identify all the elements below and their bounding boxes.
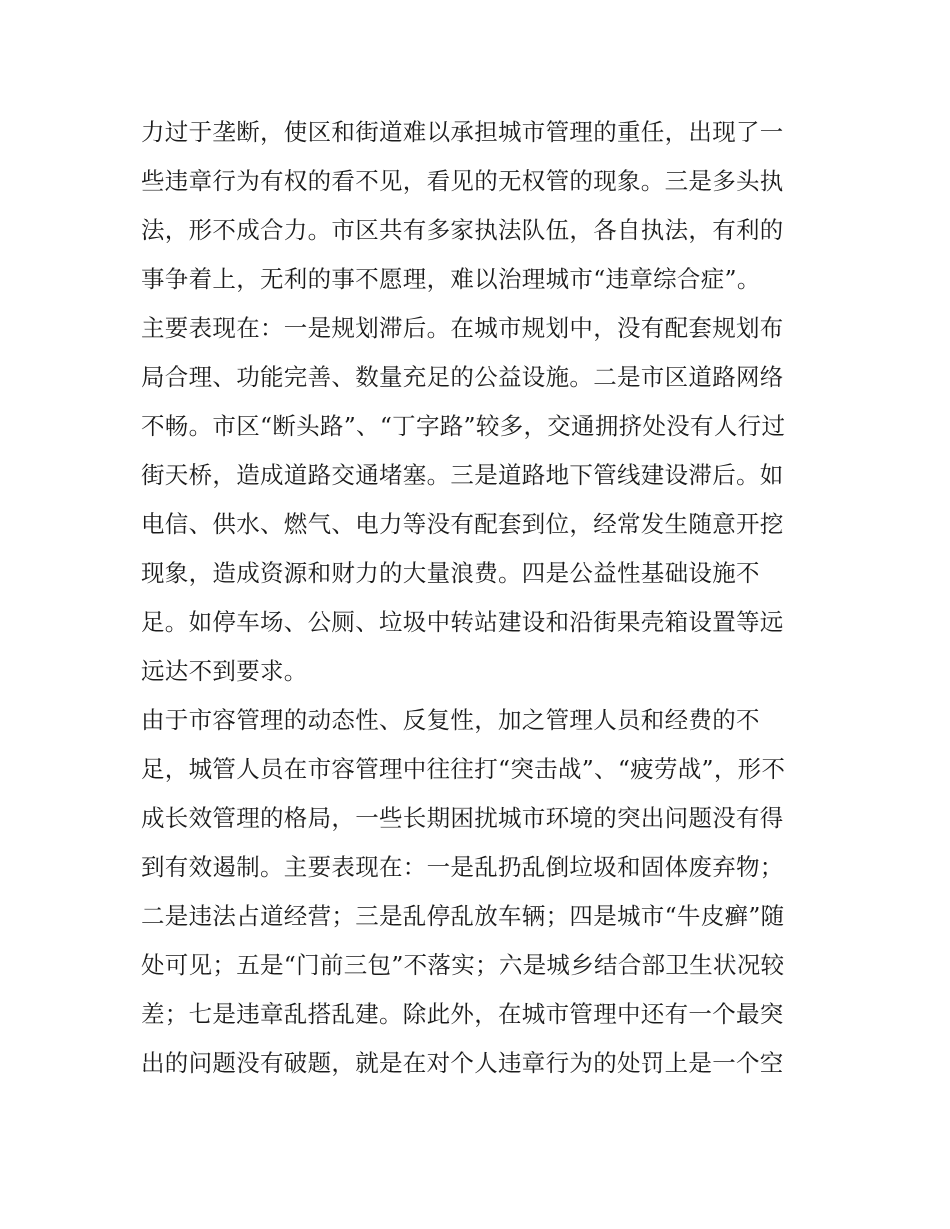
document-body — [141, 108, 821, 1088]
text-line-10: 现象，造成资源和财力的大量浪费。四是公益性基础设施不 — [141, 559, 760, 587]
text-line-14: 足，城管人员在市容管理中往往打“突击战”、“疲劳战”，形不 — [141, 755, 786, 783]
text-line-12: 远达不到要求。 — [141, 657, 308, 685]
text-line-15: 成长效管理的格局，一些长期困扰城市环境的突出问题没有得 — [141, 804, 784, 832]
text-line-13: 由于市容管理的动态性、反复性，加之管理人员和经费的不 — [141, 706, 760, 734]
text-line-16: 到有效遏制。主要表现在：一是乱扔乱倒垃圾和固体废弃物； — [141, 853, 784, 881]
text-line-20: 出的问题没有破题，就是在对个人违章行为的处罚上是一个空 — [141, 1049, 784, 1077]
text-line-5: 主要表现在：一是规划滞后。在城市规划中，没有配套规划布 — [141, 314, 784, 342]
text-line-18: 处可见；五是“门前三包”不落实；六是城乡结合部卫生状况较 — [141, 951, 785, 979]
text-line-7: 不畅。市区“断头路”、“丁字路”较多，交通拥挤处没有人行过 — [141, 412, 786, 440]
text-line-2: 些违章行为有权的看不见，看见的无权管的现象。三是多头执 — [141, 167, 784, 195]
text-line-11: 足。如停车场、公厕、垃圾中转站建设和沿街果壳箱设置等远 — [141, 608, 784, 636]
text-line-6: 局合理、功能完善、数量充足的公益设施。二是市区道路网络 — [141, 363, 784, 391]
text-line-17: 二是违法占道经营；三是乱停乱放车辆；四是城市“牛皮癣”随 — [141, 902, 785, 930]
text-line-1: 力过于垄断，使区和街道难以承担城市管理的重任，出现了一 — [141, 118, 784, 146]
text-line-19: 差；七是违章乱搭乱建。除此外，在城市管理中还有一个最突 — [141, 1000, 784, 1028]
text-line-9: 电信、供水、燃气、电力等没有配套到位，经常发生随意开挖 — [141, 510, 784, 538]
text-line-3: 法，形不成合力。市区共有多家执法队伍，各自执法，有利的 — [141, 216, 784, 244]
text-line-4: 事争着上，无利的事不愿理，难以治理城市“违章综合症”。 — [141, 265, 761, 293]
text-line-8: 街天桥，造成道路交通堵塞。三是道路地下管线建设滞后。如 — [141, 461, 784, 489]
